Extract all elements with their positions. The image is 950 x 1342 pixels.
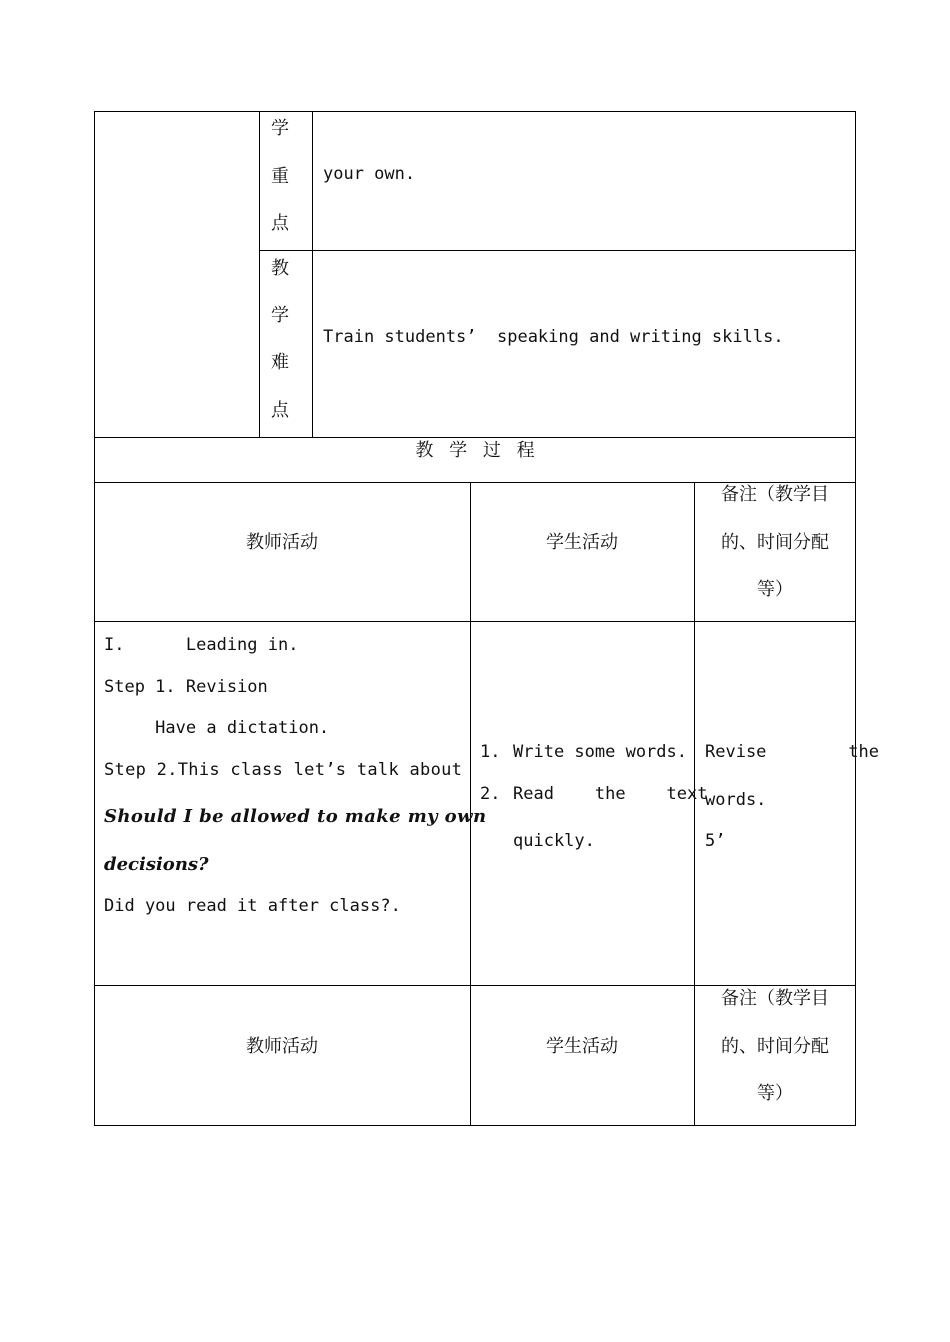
header-teacher-activity: 教师活动 (246, 532, 318, 553)
border-right (855, 111, 856, 1126)
border-top (94, 111, 856, 112)
divider-col-1 (470, 482, 471, 1126)
teacher-line: Have a dictation. (104, 718, 330, 738)
divider-top-process (94, 437, 856, 438)
footer-notes-line: 等） (757, 1083, 793, 1104)
teacher-line-question: Should I be allowed to make my own (104, 806, 487, 827)
process-title: 教 学 过 程 (415, 440, 535, 461)
header-student-activity: 学生活动 (546, 532, 618, 553)
teacher-line-question: decisions? (104, 854, 209, 875)
footer-student-activity: 学生活动 (546, 1036, 618, 1057)
header-notes-line: 等） (757, 579, 793, 600)
header-notes-line: 备注（教学目 (721, 484, 829, 505)
student-item-text: Read the text (513, 784, 708, 804)
focus-content: your own. (323, 164, 416, 184)
focus-label-char: 点 (271, 213, 289, 234)
header-notes-line: 的、时间分配 (721, 532, 829, 553)
divider-label-left (259, 111, 260, 437)
border-left (94, 111, 95, 1126)
divider-focus-difficulty (259, 250, 856, 251)
student-item-text: Write some words. (513, 742, 687, 762)
border-bottom (94, 1125, 856, 1126)
student-item-number: 1. (480, 742, 501, 762)
divider-header-body (94, 621, 856, 622)
divider-col-2 (694, 482, 695, 1126)
divider-label-right (312, 111, 313, 437)
difficulty-label-char: 学 (271, 305, 289, 326)
focus-label-char: 学 (271, 118, 289, 139)
teacher-line: Did you read it after class?. (104, 896, 401, 916)
student-item-number: 2. (480, 784, 501, 804)
teacher-line: Step 2.This class let’s talk about (104, 760, 463, 780)
notes-line: Revise the (705, 742, 879, 762)
footer-notes-line: 备注（教学目 (721, 988, 829, 1009)
divider-body-footer (94, 985, 856, 986)
difficulty-label-char: 教 (271, 258, 289, 279)
focus-label-char: 重 (271, 166, 289, 187)
notes-line: 5’ (705, 831, 726, 851)
student-item-text: quickly. (513, 831, 595, 851)
footer-teacher-activity: 教师活动 (246, 1036, 318, 1057)
footer-notes-line: 的、时间分配 (721, 1036, 829, 1057)
notes-line: words. (705, 790, 767, 810)
teacher-line: I. Leading in. (104, 635, 299, 655)
teacher-line: Step 1. Revision (104, 677, 268, 697)
difficulty-label-char: 点 (271, 400, 289, 421)
divider-process-header (94, 482, 856, 483)
difficulty-content: Train students’ speaking and writing skills. (323, 327, 784, 347)
difficulty-label-char: 难 (271, 352, 289, 373)
